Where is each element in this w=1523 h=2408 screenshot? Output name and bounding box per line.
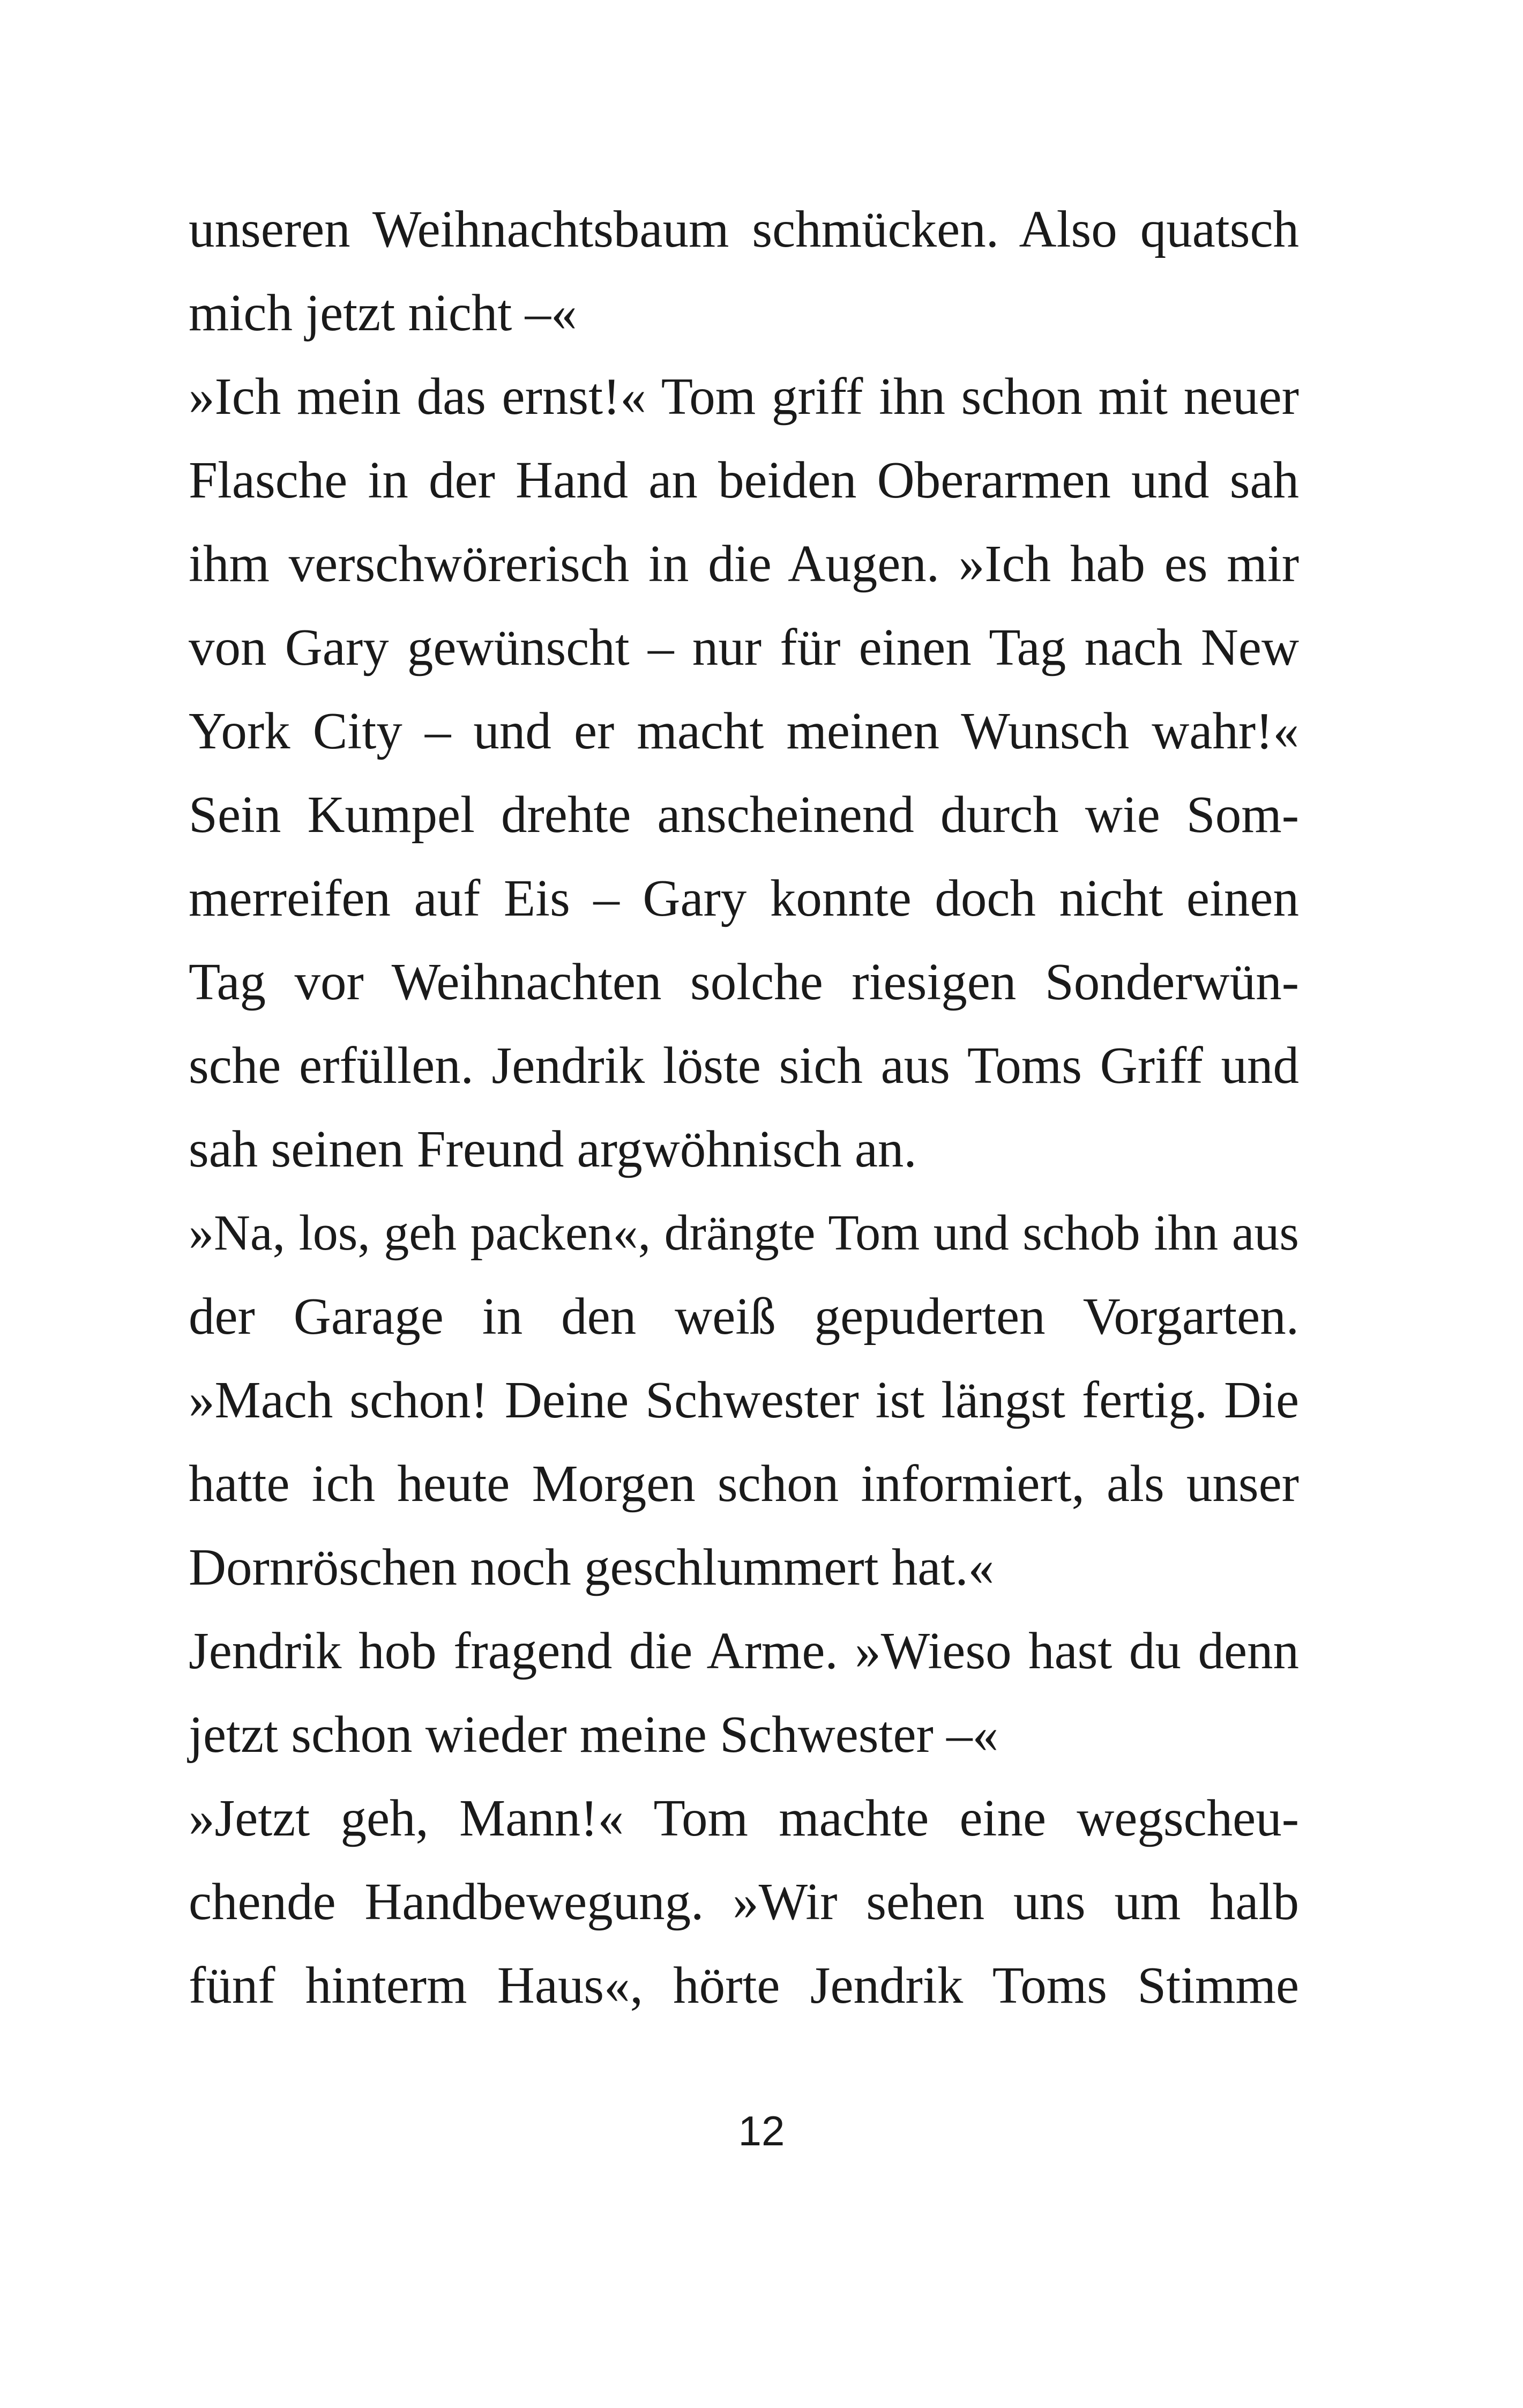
text-line: Tag vor Weihnachten solche riesigen Sonderwün-	[189, 953, 1299, 1010]
text-line: chende Handbewegung. »Wir sehen uns um halb	[189, 1873, 1299, 1930]
text-line: fünf hinterm Haus«, hörte Jendrik Toms Stimme	[189, 1957, 1299, 2014]
text-line: ihm verschwörerisch in die Augen. »Ich hab es mir	[189, 535, 1299, 592]
text-line: sah seinen Freund argwöhnisch an.	[189, 1120, 917, 1178]
page-number: 12	[738, 2107, 785, 2154]
text-line: York City – und er macht meinen Wunsch wahr!«	[189, 702, 1299, 760]
text-line: unseren Weihnachtsbaum schmücken. Also quatsch	[189, 200, 1299, 258]
text-line: Sein Kumpel drehte anscheinend durch wie Som-	[189, 786, 1299, 843]
text-line: der Garage in den weiß gepuderten Vorgarten.	[189, 1288, 1299, 1345]
body-text	[189, 188, 1299, 2027]
text-line: mich jetzt nicht –«	[189, 284, 577, 341]
text-line: hatte ich heute Morgen schon informiert, als unser	[189, 1455, 1299, 1512]
text-line: Dornröschen noch geschlummert hat.«	[189, 1539, 995, 1596]
text-line: von Gary gewünscht – nur für einen Tag nach New	[189, 619, 1299, 676]
text-line: merreifen auf Eis – Gary konnte doch nicht einen	[189, 869, 1299, 927]
text-line: jetzt schon wieder meine Schwester –«	[189, 1706, 999, 1763]
text-line: »Na, los, geh packen«, drängte Tom und schob ihn aus	[189, 1205, 1299, 1261]
text-line: »Jetzt geh, Mann!« Tom machte eine wegscheu-	[189, 1789, 1299, 1847]
text-line: »Ich mein das ernst!« Tom griff ihn schon mit neuer	[189, 368, 1299, 425]
text-line: sche erfüllen. Jendrik löste sich aus Toms Griff und	[189, 1037, 1299, 1094]
text-line: Jendrik hob fragend die Arme. »Wieso hast du denn	[189, 1622, 1299, 1679]
text-line: »Mach schon! Deine Schwester ist längst fertig. Die	[189, 1371, 1299, 1429]
text-line: Flasche in der Hand an beiden Oberarmen und sah	[189, 451, 1299, 509]
